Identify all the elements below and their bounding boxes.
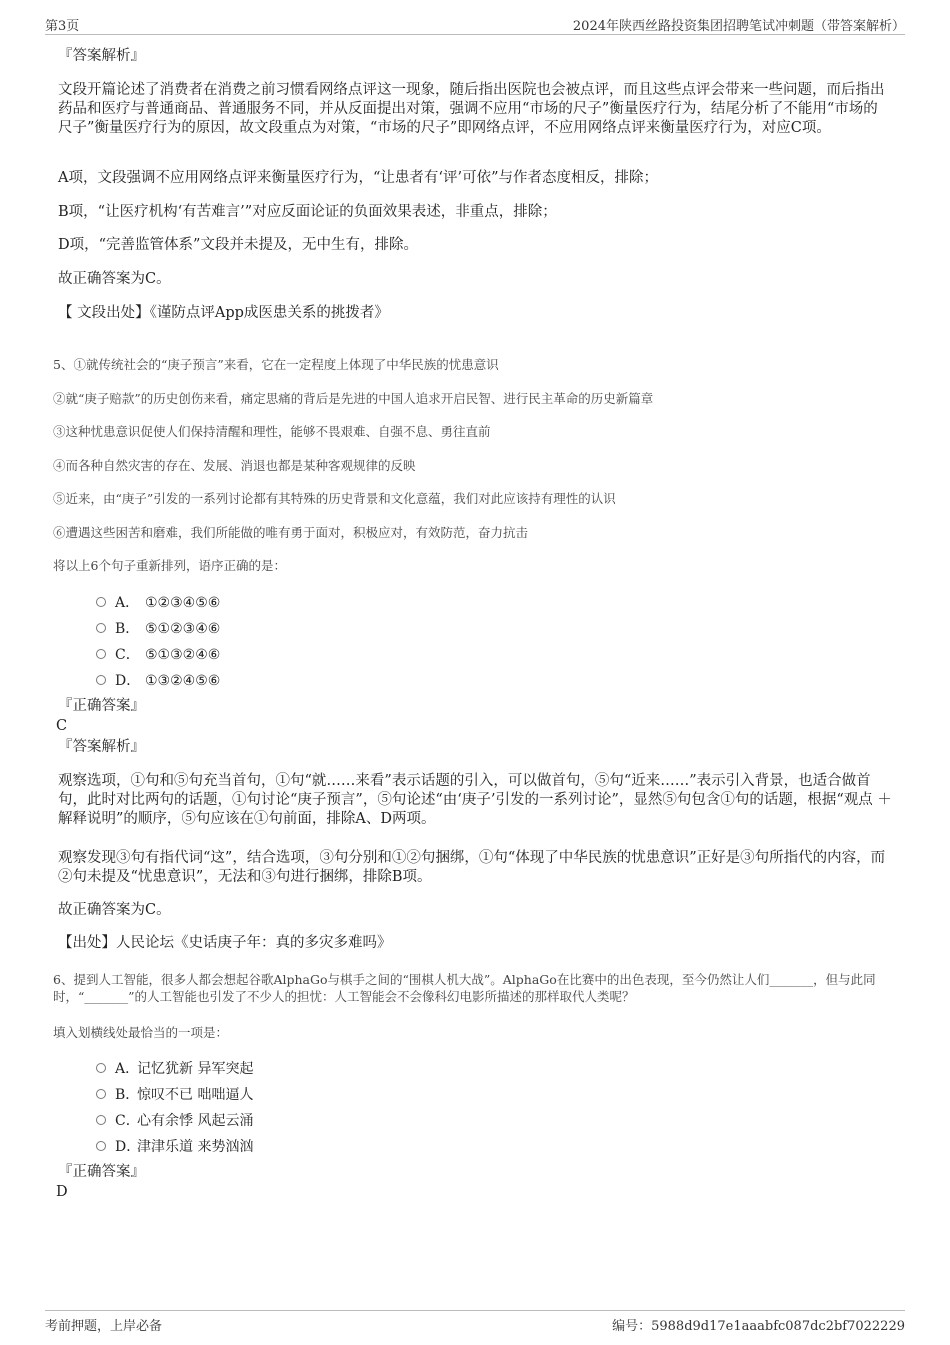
radio-icon[interactable]	[96, 649, 106, 659]
q5-source: 【出处】人民论坛《史话庚子年：真的多灾多难吗》	[58, 935, 392, 951]
page-footer	[45, 1310, 905, 1335]
q6-answer: D	[56, 1184, 68, 1200]
q5-option-a[interactable]: A． ①②③④⑤⑥	[96, 592, 220, 612]
q6-option-c[interactable]: C．心有余悸 风起云涌	[96, 1110, 253, 1130]
q5-sentence-5: ⑤近来，由“庚子”引发的一系列讨论都有其特殊的历史背景和文化意蕴，我们对此应该持有理性的认识	[53, 491, 616, 506]
q4-analysis-paragraph-3: B项，“让医疗机构‘有苦难言’”对应反面论证的负面效果表述，非重点，排除；	[58, 204, 557, 220]
q5-option-c[interactable]: C． ⑤①③②④⑥	[96, 644, 220, 664]
q4-source: 【 文段出处】《谨防点评App成医患关系的挑拨者》	[58, 305, 389, 321]
q5-sentence-6: ⑥遭遇这些困苦和磨难，我们所能做的唯有勇于面对，积极应对，有效防范，奋力抗击	[53, 525, 529, 540]
q4-analysis-paragraph-1: 文段开篇论述了消费者在消费之前习惯看网络点评这一现象，随后指出医院也会被点评，而且这些点评会带来一些问题，而后指出药品和医疗与普通商品、普通服务不同，并从反面提出对策，强调不应用“市场的尺子”衡量医疗行为，结尾分析了不能用“市场的尺子”衡量医疗行为的原因，故文段重点为对策，“市场的尺子”即网络点评，不应用网络点评来衡量医疗行为，对应C项。	[58, 82, 885, 136]
q5-analysis-label: 『答案解析』	[58, 739, 145, 755]
q5-option-d[interactable]: D． ①③②④⑤⑥	[96, 670, 220, 690]
document-title: 2024年陕西丝路投资集团招聘笔试冲刺题（带答案解析）	[572, 19, 905, 34]
radio-icon[interactable]	[96, 675, 106, 685]
q4-analysis-label: 『答案解析』	[58, 48, 145, 64]
q4-conclusion: 故正确答案为C。	[58, 271, 171, 287]
page-header	[45, 12, 905, 35]
q5-sentence-2: ②就“庚子赔款”的历史创伤来看，痛定思痛的背后是先进的中国人追求开启民智、进行民主革命的历史新篇章	[53, 391, 654, 406]
q6-option-a[interactable]: A．记忆犹新 异军突起	[96, 1058, 253, 1078]
q6-prompt: 填入划横线处最恰当的一项是：	[53, 1025, 229, 1040]
radio-icon[interactable]	[96, 623, 106, 633]
page-number: 第3页	[45, 19, 80, 34]
q4-analysis-paragraph-4: D项，“完善监管体系”文段并未提及，无中生有，排除。	[58, 237, 418, 253]
radio-icon[interactable]	[96, 597, 106, 607]
radio-icon[interactable]	[96, 1141, 106, 1151]
q5-sentence-3: ③这种忧患意识促使人们保持清醒和理性，能够不畏艰难、自强不息、勇往直前	[53, 424, 491, 439]
radio-icon[interactable]	[96, 1089, 106, 1099]
q5-conclusion: 故正确答案为C。	[58, 902, 171, 918]
q5-sentence-1: 5、①就传统社会的“庚子预言”来看，它在一定程度上体现了中华民族的忧患意识	[53, 357, 499, 372]
q4-analysis-paragraph-2: A项，文段强调不应用网络点评来衡量医疗行为，“让患者有‘评’可依”与作者态度相反，排除；	[58, 170, 659, 186]
footer-slogan: 考前押题，上岸必备	[45, 1319, 163, 1334]
q6-stem: 6、提到人工智能，很多人都会想起谷歌AlphaGo与棋手之间的“围棋人机大战”。AlphaGo在比赛中的出色表现，至今仍然让人们_______，但与此同时，“_______”的人工智能也引发了不少人的担忧：人工智能会不会像科幻电影所描述的那样取代人类呢？	[53, 972, 876, 1004]
radio-icon[interactable]	[96, 1063, 106, 1073]
radio-icon[interactable]	[96, 1115, 106, 1125]
q6-answer-label: 『正确答案』	[58, 1164, 145, 1180]
q5-sentence-4: ④而各种自然灾害的存在、发展、消退也都是某种客观规律的反映	[53, 458, 416, 473]
q5-option-b[interactable]: B． ⑤①②③④⑥	[96, 618, 220, 638]
q5-answer-label: 『正确答案』	[58, 698, 145, 714]
q6-option-b[interactable]: B．惊叹不已 咄咄逼人	[96, 1084, 253, 1104]
q5-prompt: 将以上6个句子重新排列，语序正确的是：	[53, 558, 286, 573]
q5-analysis-paragraph-2: 观察发现③句有指代词“这”，结合选项，③句分别和①②句捆绑，①句“体现了中华民族的忧患意识”正好是③句所指代的内容，而②句未提及“忧患意识”，无法和③句进行捆绑，排除B项。	[58, 850, 886, 885]
q5-answer: C	[56, 718, 68, 734]
q6-option-d[interactable]: D．津津乐道 来势汹汹	[96, 1136, 253, 1156]
q5-analysis-paragraph-1: 观察选项，①句和⑤句充当首句，①句“就……来看”表示话题的引入，可以做首句，⑤句“近来……”表示引入背景，也适合做首句，此时对比两句的话题，①句讨论“庚子预言”，⑤句论述“由‘庚子’引发的一系列讨论”，显然⑤句包含①句的话题，根据“观点 ＋ 解释说明”的顺序，⑤句应该在①句前面，排除A、D两项。	[58, 773, 892, 827]
document-code: 编号：5988d9d17e1aaabfc087dc2bf7022229	[612, 1319, 905, 1334]
